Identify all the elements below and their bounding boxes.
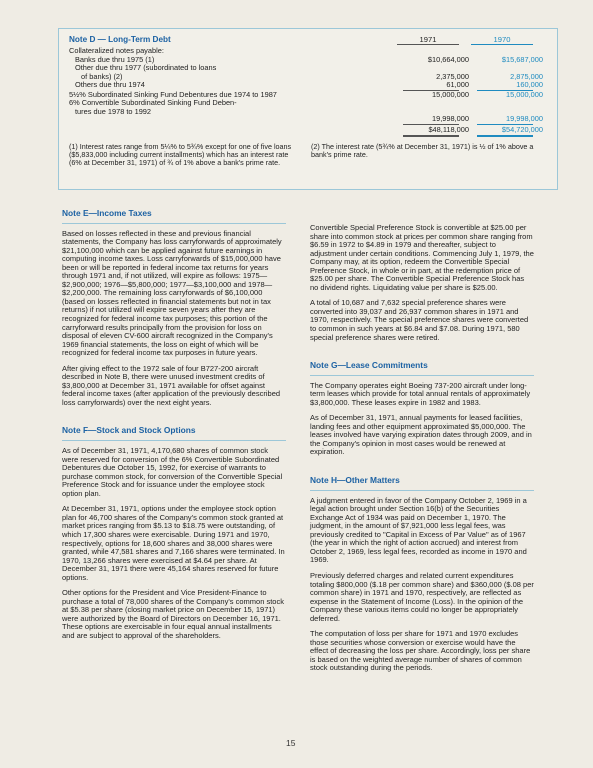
- paragraph: Previously deferred charges and related current expenditures totaling $800,000 ($.18 per common share) and $360,000 ($.08 per common share) in 1971 and 1970, respectively, are reflected as expense in the Statement of Income (Loss). In the opinion of the Company these various items could no longer be appropriately deferred.: [310, 570, 534, 623]
- heading-rule: [62, 223, 286, 224]
- double-rule: [477, 136, 533, 137]
- note-f-heading: Note F—Stock and Stock Options: [62, 425, 196, 436]
- footnote-1: (1) Interest rates range from 5¼% to 5¾% except for one of five loans ($5,833,000 including current installments) which has an interest rate (6% at December 31, 1971) of ¾ of 1% above a bank's prime rate.: [69, 142, 292, 167]
- paragraph: At December 31, 1971, options under the employee stock option plan for 46,700 shares of the Company's common stock granted at market prices ranging from $5.13 to $18.75 were outstanding, of which 17,300 shares were exercisable. During 1971 and 1970, respectively, options for 18,600 shares and 38,000 shares were granted, while 47,581 shares and 7,166 shares were terminated. In 1970, 13,266 shares were exercised at $4.64 per share. At December 31, 1971 there were 45,164 shares reserved for future options.: [62, 504, 285, 582]
- paragraph: Convertible Special Preference Stock is convertible at $25.00 per share into common stock at prices per common share ranging from $6.59 in 1972 to $4.89 in 1979 and thereafter, subject to adjustment under certain conditions. Commencing July 1, 1979, the Company may, at its option, redeem the Convertible Special Preference Stock, in whole or in part, at the redemption price of $25.00 per share. The Convertible Special Preference Stock has no dividend rights. Liquidating value per share is $25.00.: [310, 223, 534, 292]
- heading-rule: [62, 440, 286, 441]
- year-1970-rule: [471, 44, 533, 45]
- paragraph: Based on losses reflected in these and previous financial statements, the Company has loss carryforwards of approximately $21,100,000 which can be applied against future earnings in computing income taxes. Loss carryforwards of $15,000,000 have been or will be reported in federal income tax returns for years through 1971 and, if not utilized, will expire as follows: 1975—$2,900,000; 1976—$5,800,000; 1977—$3,100,000 and 1978—$2,200,000. The remaining loss carryforwards of $6,100,000 (based on losses reflected in financial statements but not in tax returns) if not utilized will expire seven years after they are recognized for federal income tax purposes; this portion of the carryforward results principally from the provision for loss on disposal of eleven CV-600 aircraft recognized in the Company's 1969 financial statements, the loss on eight of which will be recognized for federal income tax purposes in future years.: [62, 228, 282, 358]
- long-term-debt-table: Note D — Long-Term Debt 1971 1970 Collateralized notes payable: Banks due thru 1975 (1) $10,664,000 $15,687,000 Other due thru 1977 (subordinated to loans of banks) (2) 2,375,000 2,875,000 Others due thru 1974 61,000 160,000 5½% Subordinated Sinking Fund Debentures due 1974 to 1987 15,000,000 15,000,000 6% Convertible Subordinated Sinking Fund Deben- tures due 1978 to 1992 19,998,000 19,998,000 $48,118,000 $54,720,000 (1) Interest rates range from 5¼% to 5¾% except for one of five loans ($5,833,000 including current installments) which has an interest rate (6% at December 31, 1971) of ¾ of 1% above a bank's prime rate. (2) The interest rate (5¾% at December 31, 1971) is ½ of 1% above a bank's prime rate.: [58, 28, 558, 190]
- paragraph: As of December 31, 1971, annual payments for leased facilities, landing fees and other equipment approximated $5,000,000. The leases involved have varying expiration dates through 2009, and in the Company's opinion in most cases would be renewed at expiration.: [310, 413, 532, 457]
- left-column: [62, 209, 286, 648]
- right-column: [310, 224, 534, 680]
- page-number: 15: [286, 738, 296, 748]
- year-1970-header: 1970: [493, 35, 511, 44]
- paragraph: As of December 31, 1971, 4,170,680 shares of common stock were reserved for conversion of the 6% Convertible Subordinated Debentures due October 15, 1992, for exercise of warrants to purchase common stock, for conversion of the Convertible Special Preference Stock and for issuance under the employee stock option plan.: [62, 446, 283, 498]
- note-d-heading: Note D — Long-Term Debt: [69, 35, 171, 44]
- footnote-2: (2) The interest rate (5¾% at December 31, 1971) is ½ of 1% above a bank's prime rate.: [311, 142, 534, 159]
- heading-rule: [310, 490, 534, 491]
- year-1971-header: 1971: [419, 35, 437, 44]
- double-rule: [403, 136, 459, 137]
- year-1971-rule: [397, 44, 459, 45]
- paragraph: The Company operates eight Boeing 737-200 aircraft under long-term leases which provide for total annual rentals of approximately $3,800,000. These leases expire in 1982 and 1983.: [310, 380, 531, 407]
- paragraph: The computation of loss per share for 1971 and 1970 excludes those securities whose conversion or exercise would have the effect of decreasing the loss per share. Accordingly, loss per share is based on the weighted average number of shares of common stock outstanding during the periods.: [310, 629, 531, 673]
- heading-rule: [310, 375, 534, 376]
- paragraph: After giving effect to the 1972 sale of four B727-200 aircraft described in Note B, there were unused investment credits of $3,800,000 at December 31, 1971 available for offset against federal income taxes (after application of the previously described loss carryforwards) over the next eight years.: [62, 363, 281, 407]
- note-e-heading: Note E—Income Taxes: [62, 208, 152, 218]
- paragraph: A total of 10,687 and 7,632 special preference shares were converted into 39,037 and 26,937 common shares in 1971 and 1970, respectively. The special preference shares were converted to common in such years at $6.84 and $7.08. During 1971, 580 special preference shares were retired.: [310, 298, 529, 342]
- note-h-heading: Note H—Other Matters: [310, 475, 400, 486]
- note-g-heading: Note G—Lease Commitments: [310, 360, 428, 371]
- paragraph: Other options for the President and Vice President-Finance to purchase a total of 78,000 shares of the Company's common stock at $5.38 per share (closing market price on December 15, 1971) were authorized by the Board of Directors on December 16, 1971. These options are exercisable in four equal annual installments and are subject to approval of the shareholders.: [62, 588, 284, 640]
- paragraph: A judgment entered in favor of the Company October 2, 1969 in a legal action brought under Section 16(b) of the Securities Exchange Act of 1934 was paid on December 1, 1970. The judgment, in the amount of $7,921,000 less legal fees, was previously credited to "Capital in Excess of Par Value" as of 1967 (the year in which the right of action accrued) and interest from October 2, 1969, less legal fees, recorded as income in 1970 and 1969.: [310, 495, 527, 565]
